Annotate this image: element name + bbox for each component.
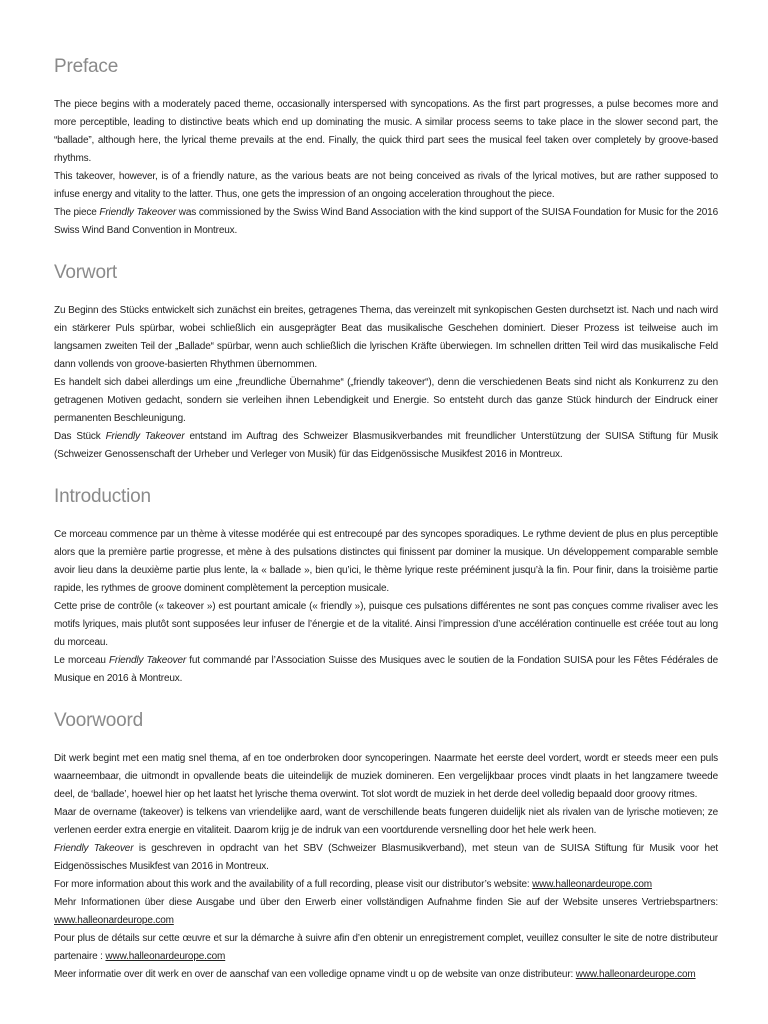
paragraph — [54, 750, 718, 804]
distributor-link[interactable]: www.halleonardeurope.com — [532, 879, 652, 890]
work-title: Friendly Takeover — [99, 207, 177, 218]
paragraph — [54, 374, 718, 428]
paragraph-text: Dit werk begint met een matig snel thema, af en toe onderbroken door syncoperingen. Naarmate het eerste deel vordert, wordt er steeds meer een puls waarneembaar, die uitmondt in opvallende beats die uiteindelijk de muziek domineren. Een vergelijkbaar proces vindt plaats in het langzamere tweede deel, de ‘ballade’, hoewel hier op het laatst het lyrische thema overwint. Tot slot wordt de muziek in het derde deel volledig bepaald door groovy ritmes. — [54, 753, 718, 800]
section-title: Voorwoord — [54, 710, 144, 731]
paragraph — [54, 96, 718, 168]
paragraph-text: The piece begins with a moderately paced theme, occasionally interspersed with syncopations. As the first part progresses, a pulse becomes more and more perceptible, leading to distinctive beats which end up dominating the music. A similar process seems to take place in the slower second part, the “ballade”, although here, the lyrical theme prevails at the end. Finally, the quick third part sees the musical feel taken over completely by groove-based rhythms. — [54, 99, 718, 164]
paragraph-text: Le morceau — [54, 655, 109, 666]
paragraph — [54, 168, 718, 204]
footer-line-de — [54, 894, 718, 930]
paragraph — [54, 652, 718, 688]
distributor-info — [54, 876, 718, 984]
paragraph-text: Ce morceau commence par un thème à vitesse modérée qui est entrecoupé par des syncopes sporadiques. Le rythme devient de plus en plus perceptible alors que la première partie progresse, et mène à des pulsations distinctes qui finissent par dominer la musique. Un développement comparable semble avoir lieu dans la deuxième partie plus lente, la « ballade », bien qu’ici, le thème lyrique reste prééminent jusqu’à la fin. Pour finir, dans la troisième partie rapide, les rythmes de groove dominent complètement la perception musicale. — [54, 529, 718, 594]
paragraph — [54, 804, 718, 840]
paragraph-text: The piece — [54, 207, 100, 218]
distributor-link[interactable]: www.halleonardeurope.com — [105, 951, 226, 962]
work-title: Friendly Takeover — [108, 655, 187, 666]
footer-text: Pour plus de détails sur cette œuvre et sur la démarche à suivre afin d’en obtenir un enregistrement complet, veuillez consulter le site de notre distributeur partenaire : — [54, 933, 718, 962]
section-voorwoord — [54, 710, 718, 876]
footer-line-fr — [54, 930, 718, 966]
footer-text: Meer informatie over dit werk en over de aanschaf van een volledige opname vindt u op de website van onze distributeur: — [54, 969, 576, 980]
section-title: Preface — [54, 56, 119, 77]
paragraph-text: entstand im Auftrag des Schweizer Blasmusikverbandes mit freundlicher Unterstützung der SUISA Stiftung für Musik (Schweizer Genossenschaft der Urheber und Verleger von Musik) für das Eidgenössische Musikfest 2016 in Montreux. — [54, 431, 719, 460]
distributor-link[interactable]: www.halleonardeurope.com — [575, 969, 696, 980]
paragraph — [54, 204, 718, 240]
paragraph — [54, 840, 718, 876]
work-title: Friendly Takeover — [105, 431, 185, 442]
paragraph-text: Das Stück — [54, 431, 106, 442]
paragraph-text: is geschreven in opdracht van het SBV (Schweizer Blasmusikverband), met steun van de SUISA Stiftung für Musik voor het Eidgenössisches Musikfest van 2016 in Montreux. — [54, 843, 719, 872]
distributor-link[interactable]: www.halleonardeurope.com — [54, 915, 174, 926]
footer-line-nl — [54, 966, 718, 984]
paragraph-text: Es handelt sich dabei allerdings um eine „freundliche Übernahme“ („friendly takeover“), denn die verschiedenen Beats sind nicht als Konkurrenz zu den getragenen Motiven gedacht, sondern sie verleihen ihnen Lebendigkeit und Energie. So entsteht durch das ganze Stück hindurch der Eindruck einer permanenten Beschleunigung. — [54, 377, 718, 424]
paragraph — [54, 526, 718, 598]
paragraph-text: Maar de overname (takeover) is telkens van vriendelijke aard, want de verschillende beats fungeren duidelijk niet als rivalen van de lyrische motieven; ze verlenen eerder extra energie en vitaliteit. Daarom krijg je de indruk van een voortdurende versnelling door het hele werk heen. — [54, 807, 718, 836]
paragraph — [54, 598, 718, 652]
section-vorwort — [54, 262, 718, 464]
section-preface — [54, 56, 718, 240]
footer-line-en — [54, 876, 718, 894]
paragraph-text: This takeover, however, is of a friendly nature, as the various beats are not being conceived as rivals of the lyrical motives, but are rather supposed to infuse energy and vitality to the latter. Thus, one gets the impression of an ongoing acceleration throughout the piece. — [54, 171, 718, 200]
section-title: Introduction — [54, 486, 151, 507]
paragraph — [54, 428, 718, 464]
section-introduction — [54, 486, 718, 688]
main-content — [54, 56, 718, 898]
paragraph-text: was commissioned by the Swiss Wind Band Association with the kind support of the SUISA Foundation for Music for the 2016 Swiss Wind Band Convention in Montreux. — [54, 207, 718, 236]
paragraph — [54, 302, 718, 374]
footer-text: Mehr Informationen über diese Ausgabe und über den Erwerb einer vollständigen Aufnahme finden Sie auf der Website unseres Vertriebspartners: — [54, 897, 718, 908]
paragraph-text: Cette prise de contrôle (« takeover ») est pourtant amicale (« friendly »), puisque ces pulsations différentes ne sont pas conçues comme rivaliser avec les motifs lyriques, mais plutôt sont supposées leur infuser de l’énergie et de la vitalité. Ainsi l’impression d’une accélération continuelle est créée tout au long du morceau. — [54, 601, 718, 648]
work-title: Friendly Takeover — [54, 843, 134, 854]
paragraph-text: Zu Beginn des Stücks entwickelt sich zunächst ein breites, getragenes Thema, das vereinzelt mit synkopischen Gesten durchsetzt ist. Nach und nach wird ein stärkerer Puls spürbar, wobei schließlich ein ausgeprägter Beat das musikalische Geschehen dominiert. Dieser Prozess ist teilweise auch im langsamen zweiten Teil der „Ballade“ spürbar, wenn auch schließlich die lyrischen Kräfte überwiegen. Im schnellen dritten Teil wird das musikalische Feld dann vollends von groove-basierten Rhythmen übernommen. — [54, 305, 718, 370]
paragraph-text: fut commandé par l’Association Suisse des Musiques avec le soutien de la Fondation SUISA pour les Fêtes Fédérales de Musique en 2016 à Montreux. — [54, 655, 719, 684]
footer-text: For more information about this work and the availability of a full recording, please visit our distributor’s website: — [54, 879, 533, 890]
section-title: Vorwort — [54, 262, 118, 283]
